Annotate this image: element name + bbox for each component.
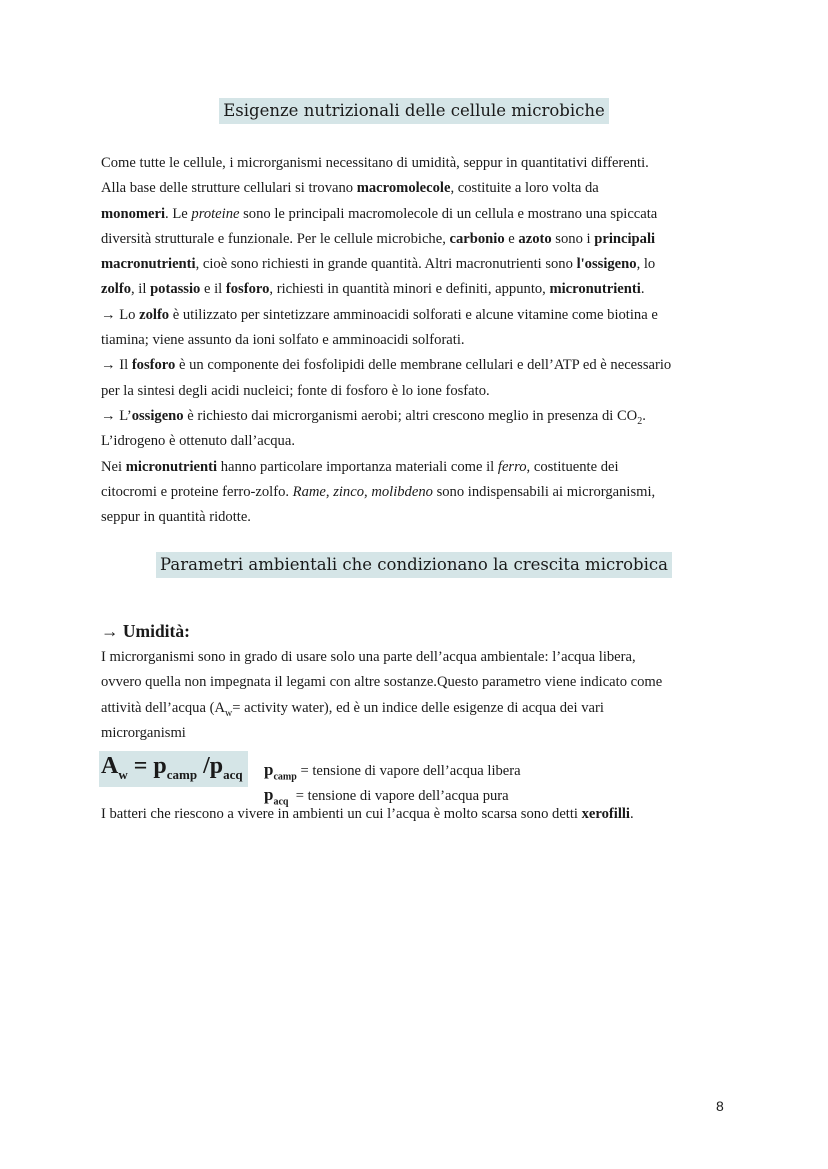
text-line: macronutrienti, cioè sono richiesti in grande quantità. Altri macronutrienti sono l'ossigeno, lo [101, 256, 656, 273]
closing-sentence: I batteri che riescono a vivere in ambienti un cui l’acqua è molto scarsa sono detti xerofilli. [101, 806, 634, 822]
text-line: zolfo, il potassio e il fosforo, richiesti in quantità minori e definiti, appunto, micronutrienti. [101, 281, 645, 298]
page-number: 8 [716, 1098, 724, 1114]
section-heading-nutritional-needs [0, 101, 828, 120]
section-heading-environmental-params [0, 555, 828, 574]
text-line: Alla base delle strutture cellulari si trovano macromolecole, costituite a loro volta da [101, 180, 599, 197]
text-line: attività dell’acqua ($A_w=$ activity water), ed è un indice delle esigenze di acqua dei vari [101, 699, 604, 719]
section-title: Esigenze nutrizionali delle cellule microbiche [219, 98, 608, 124]
text-line: I microrganismi sono in grado di usare solo una parte dell’acqua ambientale: l’acqua libera, [101, 649, 636, 665]
section-title: Parametri ambientali che condizionano la crescita microbica [156, 552, 672, 578]
text-line: Nei micronutrienti hanno particolare importanza materiali come il ferro, costituente dei [101, 458, 619, 475]
text-line: per la sintesi degli acidi nucleici; fonte di fosforo è lo ione fosfato. [101, 382, 490, 399]
text-line: → Lo zolfo è utilizzato per sintetizzare amminoacidi solforati e alcune vitamine come biotina e [101, 306, 658, 323]
text-line: tiamina; viene assunto da ioni solfato e amminoacidi solforati. [101, 332, 465, 349]
water-activity-formula: $A_w = p_{camp}$ $/p_{acq}$ [101, 753, 243, 782]
text-line: monomeri. Le proteine sono le principali macromolecole di un cellula e mostrano una spiccata [101, 205, 658, 222]
text-line: L’idrogeno è ottenuto dall’acqua. [101, 433, 295, 450]
paragraph-humidity [101, 645, 741, 746]
text-line: ovvero quella non impegnata il legami con altre sostanze.Questo parametro viene indicato come [101, 674, 663, 691]
text-line: seppur in quantità ridotte. [101, 509, 251, 526]
text-line: diversità strutturale e funzionale. Per le cellule microbiche, carbonio e azoto sono i principali [101, 230, 656, 247]
subheading-humidity: → Umidità: [101, 621, 190, 641]
definition-p-acq: $p_{acq}$ = tensione di vapore dell’acqua pura [264, 785, 509, 808]
text-line: → L’ossigeno è richiesto dai microrganismi aerobi; altri crescono meglio in presenza di $CO_2$. [101, 407, 646, 427]
text-line: Come tutte le cellule, i microrganismi necessitano di umidità, seppur in quantitativi differenti. [101, 155, 649, 171]
text-line: → Il fosforo è un componente dei fosfolipidi delle membrane cellulari e dell’ATP ed è necessario [101, 357, 672, 374]
text-line: citocromi e proteine ferro-zolfo. Rame, zinco, molibdeno sono indispensabili ai microrganismi, [101, 483, 656, 500]
definition-p-camp: $p_{camp}$ = tensione di vapore dell’acqua libera [264, 760, 521, 783]
text-line: microrganismi [101, 724, 186, 741]
paragraph-nutritional-needs [101, 151, 741, 530]
